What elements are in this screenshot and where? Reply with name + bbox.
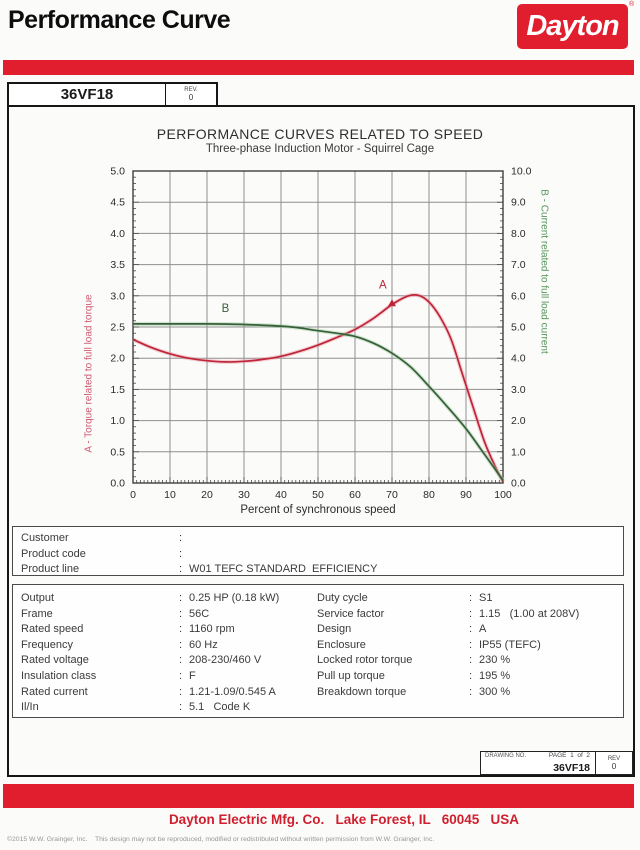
drawing-rev-value: 0	[611, 761, 617, 771]
field-label: Frequency	[21, 638, 73, 651]
svg-text:0.5: 0.5	[110, 446, 125, 459]
x-axis-title: Percent of synchronous speed	[240, 504, 396, 516]
drawing-main-cell	[481, 752, 595, 774]
field-row	[21, 591, 317, 607]
field-value: A	[479, 623, 487, 636]
company-address: Dayton Electric Mfg. Co. Lake Forest, IL 60045 USA	[168, 812, 520, 827]
field-row	[317, 607, 623, 623]
svg-text:10: 10	[164, 489, 176, 501]
right-axis-title: B - Current related to full load current	[538, 189, 550, 354]
field-colon: :	[179, 607, 183, 620]
field-label: Product code	[21, 547, 86, 560]
field-row	[21, 562, 623, 578]
chart-title: PERFORMANCE CURVES RELATED TO SPEED	[156, 126, 484, 142]
svg-text:0.0: 0.0	[511, 477, 526, 490]
field-value: 60 Hz	[189, 638, 218, 651]
field-label: Rated speed	[21, 623, 84, 636]
specs-right-column	[317, 591, 623, 717]
svg-text:1.0: 1.0	[110, 415, 125, 428]
svg-text:60: 60	[349, 489, 361, 501]
svg-text:2.0: 2.0	[110, 352, 125, 365]
registered-trademark-icon: ®	[629, 1, 635, 8]
svg-text:6.0: 6.0	[511, 290, 526, 303]
field-row	[21, 622, 317, 638]
field-colon: :	[179, 669, 183, 682]
svg-text:30: 30	[238, 489, 250, 501]
field-label: Locked rotor torque	[317, 654, 413, 667]
field-label: Breakdown torque	[317, 685, 407, 698]
svg-text:3.0: 3.0	[511, 383, 526, 396]
field-label: Design	[317, 623, 352, 636]
field-colon: :	[469, 654, 473, 667]
svg-text:20: 20	[201, 489, 213, 501]
field-label: Il/In	[21, 701, 39, 714]
field-colon: :	[469, 592, 473, 604]
field-row	[21, 685, 317, 701]
svg-text:5.0: 5.0	[511, 321, 526, 334]
field-value: 300 %	[479, 685, 511, 698]
bottom-red-bar	[3, 784, 634, 808]
field-value: 5.1 Code K	[189, 701, 251, 714]
field-label: Customer	[21, 532, 69, 544]
field-label: Rated voltage	[21, 654, 89, 667]
svg-text:3.5: 3.5	[110, 259, 125, 272]
field-value: 195 %	[479, 669, 511, 682]
field-label: Rated current	[21, 685, 88, 698]
page-title: Performance Curve	[8, 6, 231, 34]
field-row	[317, 653, 623, 669]
dayton-logo-text: Dayton	[526, 10, 619, 42]
drawing-info-box	[480, 751, 633, 775]
field-row	[21, 638, 317, 654]
svg-text:A: A	[378, 279, 387, 292]
field-row	[21, 607, 317, 623]
svg-text:90: 90	[460, 489, 472, 501]
field-label: Duty cycle	[317, 592, 368, 604]
rev-value: 0	[188, 93, 194, 102]
customer-info-box	[12, 526, 624, 576]
field-colon: :	[179, 532, 183, 544]
field-value: S1	[479, 592, 493, 604]
svg-text:4.5: 4.5	[110, 196, 125, 209]
field-row	[317, 591, 623, 607]
copyright-line: ©2015 W.W. Grainger, Inc. This design may not be reproduced, modified or redistributed without written permission from W.W. Grainger, Inc.	[7, 836, 435, 843]
field-row	[21, 669, 317, 685]
field-label: Frame	[21, 607, 53, 620]
field-value: W01 TEFC STANDARD EFFICIENCY	[189, 563, 378, 576]
svg-text:70: 70	[386, 489, 398, 501]
field-value: 1.21-1.09/0.545 A	[189, 685, 276, 698]
field-label: Output	[21, 592, 55, 604]
field-value: 208-230/460 V	[189, 654, 262, 667]
svg-text:B: B	[221, 303, 230, 315]
svg-text:1.5: 1.5	[110, 383, 125, 396]
field-colon: :	[179, 638, 183, 651]
field-colon: :	[469, 669, 473, 682]
svg-text:0.0: 0.0	[110, 477, 125, 490]
field-value: 56C	[189, 607, 210, 620]
drawing-no-label: DRAWING NO.	[485, 753, 527, 759]
field-value: 1.15 (1.00 at 208V)	[479, 607, 580, 620]
field-label: Enclosure	[317, 638, 366, 651]
svg-text:3.0: 3.0	[110, 290, 125, 303]
part-number: 36VF18	[60, 86, 114, 103]
svg-text:50: 50	[312, 489, 324, 501]
svg-text:5.0: 5.0	[110, 165, 125, 178]
svg-text:2.5: 2.5	[110, 321, 125, 334]
field-colon: :	[469, 638, 473, 651]
specs-left-column	[21, 591, 317, 717]
field-row	[317, 638, 623, 654]
field-row	[21, 531, 623, 547]
left-axis-title: A - Torque related to full load torque	[83, 294, 95, 453]
svg-text:40: 40	[275, 489, 287, 501]
field-colon: :	[179, 623, 183, 636]
svg-text:1.0: 1.0	[511, 446, 526, 459]
drawing-rev-cell	[595, 752, 632, 774]
field-colon: :	[179, 685, 183, 698]
field-row	[21, 700, 317, 716]
field-value: 0.25 HP (0.18 kW)	[189, 592, 280, 604]
field-row	[317, 669, 623, 685]
svg-text:2.0: 2.0	[511, 415, 526, 428]
field-row	[317, 622, 623, 638]
field-row	[21, 653, 317, 669]
field-row	[317, 685, 623, 701]
svg-text:4.0: 4.0	[511, 352, 526, 365]
field-row	[21, 547, 623, 563]
svg-text:9.0: 9.0	[511, 196, 526, 209]
field-label: Pull up torque	[317, 669, 385, 682]
field-colon: :	[179, 654, 183, 667]
field-colon: :	[179, 547, 183, 560]
field-colon: :	[469, 623, 473, 636]
svg-text:7.0: 7.0	[511, 259, 526, 272]
field-value: 230 %	[479, 654, 511, 667]
page-indicator: PAGE 1 of 2	[548, 752, 590, 759]
drawing-rev-label: REV	[607, 755, 621, 762]
svg-text:4.0: 4.0	[110, 227, 125, 240]
field-value: IP55 (TEFC)	[479, 638, 541, 651]
field-colon: :	[469, 607, 473, 620]
field-colon: :	[179, 563, 183, 576]
field-colon: :	[469, 685, 473, 698]
svg-text:80: 80	[423, 489, 435, 501]
field-label: Product line	[21, 563, 80, 576]
field-label: Insulation class	[21, 669, 97, 682]
svg-text:100: 100	[494, 489, 512, 501]
field-value: F	[189, 669, 196, 682]
field-label: Service factor	[317, 607, 385, 620]
field-colon: :	[179, 701, 183, 714]
svg-text:10.0: 10.0	[511, 165, 532, 178]
specs-box	[12, 584, 624, 718]
field-colon: :	[179, 592, 183, 604]
rev-label: REV.	[184, 87, 198, 93]
svg-text:8.0: 8.0	[511, 227, 526, 240]
drawing-number: 36VF18	[553, 761, 590, 774]
field-value: 1160 rpm	[189, 623, 235, 636]
chart-subtitle: Three-phase Induction Motor - Squirrel Cage	[205, 143, 435, 155]
svg-text:0: 0	[130, 489, 136, 501]
